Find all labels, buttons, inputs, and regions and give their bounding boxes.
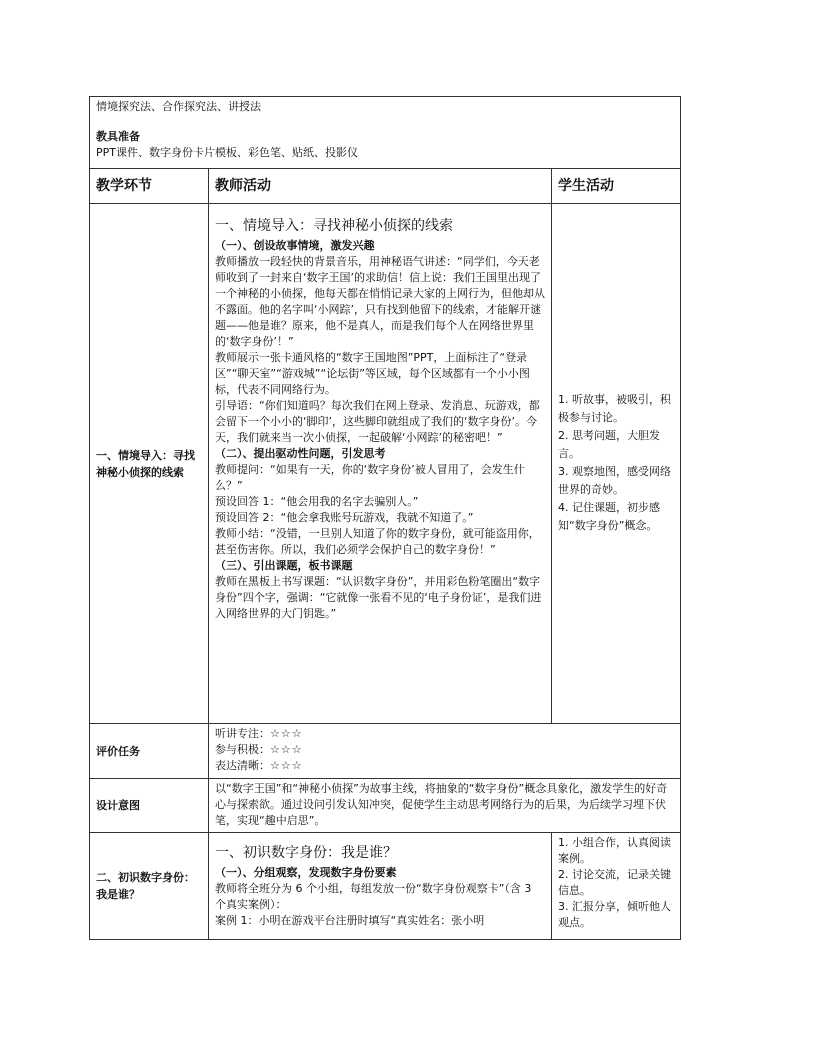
- section2-student: [552, 833, 681, 940]
- section1-teacher: [209, 204, 552, 724]
- section2-sub1: （一）、分组观察，发现数字身份要素: [215, 866, 397, 879]
- table-header-row: [90, 169, 681, 204]
- evaluation-item: [215, 742, 674, 758]
- section1-student-item: 4. 记住课题，初步感知“数字身份”概念。: [558, 501, 660, 532]
- header-student: 学生活动: [552, 169, 681, 204]
- section1-row: [90, 204, 681, 724]
- section1-title: 一、情境导入：寻找神秘小侦探的线索: [215, 218, 453, 234]
- design-text: 以“数字王国”和“神秘小侦探”为故事主线，将抽象的“数字身份”概念具象化，激发学生的好奇心与探索欲。通过设问引发认知冲突，促使学生主动思考网络行为的后果，为后续学习埋下伏笔，实现“趣中启思”。: [209, 779, 681, 833]
- section2-p2: 案例 1：小明在游戏平台注册时填写“真实姓名：张小明: [215, 914, 485, 927]
- methods-cell: [90, 97, 681, 169]
- section2-title: 一、初识数字身份：我是谁？: [215, 845, 397, 861]
- header-teacher: 教师活动: [209, 169, 552, 204]
- evaluation-item-name: 听讲专注：: [215, 727, 270, 740]
- section1-p5: 预设回答 1：“他会用我的名字去骗别人。”: [215, 495, 419, 508]
- lesson-plan-page: [89, 96, 680, 940]
- section1-p8: 教师在黑板上书写课题：“认识数字身份”，并用彩色粉笔圈出“数字身份”四个字，强调：“它就像一张看不见的‘电子身份证’，是我们进入网络世界的大门钥匙。”: [215, 575, 542, 620]
- section2-p1: 教师将全班分为 6 个小组，每组发放一份“数字身份观察卡”（含 3 个真实案例）：: [215, 882, 532, 911]
- evaluation-item: [215, 726, 674, 742]
- section1-student-item: 1. 听故事，被吸引，积极参与讨论。: [558, 393, 671, 424]
- methods-line: 情境探究法、合作探究法、讲授法: [96, 100, 261, 113]
- section1-sub3: （三）、引出课题，板书课题: [215, 559, 353, 572]
- section2-student-item: 3. 汇报分享，倾听他人观点。: [558, 900, 671, 929]
- section1-p7: 教师小结：“没错，一旦别人知道了你的数字身份，就可能盗用你，甚至伤害你。所以，我们必须学会保护自己的数字身份！”: [215, 527, 540, 556]
- section1-p6: 预设回答 2：“他会拿我账号玩游戏，我就不知道了。”: [215, 511, 474, 524]
- section1-sub1: （一）、创设故事情境，激发兴趣: [215, 239, 375, 252]
- section1-p4: 教师提问：“如果有一天，你的‘数字身份’被人冒用了，会发生什么？”: [215, 463, 525, 492]
- star-rating-icon: ☆☆☆: [270, 727, 303, 740]
- evaluation-item-name: 表达清晰：: [215, 759, 270, 772]
- tools-heading: 教具准备: [96, 130, 140, 143]
- section1-sub2: （二）、提出驱动性问题，引发思考: [215, 447, 386, 460]
- section1-student: [552, 204, 681, 724]
- evaluation-item-name: 参与积极：: [215, 743, 270, 756]
- section1-stage: 一、情境导入：寻找神秘小侦探的线索: [90, 204, 209, 724]
- evaluation-row: [90, 724, 681, 779]
- evaluation-label: 评价任务: [90, 724, 209, 779]
- lesson-plan-table: [89, 96, 681, 940]
- tools-line: PPT课件、数字身份卡片模板、彩色笔、贴纸、投影仪: [96, 146, 358, 159]
- section2-teacher: [209, 833, 552, 940]
- evaluation-item: [215, 758, 674, 774]
- design-label: 设计意图: [90, 779, 209, 833]
- section2-row: [90, 833, 681, 940]
- section1-p1: 教师播放一段轻快的背景音乐，用神秘语气讲述：“同学们，今天老师收到了一封来自‘数字王国’的求助信！信上说：我们王国里出现了一个神秘的小侦探，他每天都在悄悄记录大家的上网行为，但他却从不露面。他的名字叫‘小网踪’，只有找到他留下的线索，才能解开谜题——他是谁？原来，他不是真人，而是我们每个人在网络世界里的‘数字身份’！”: [215, 255, 545, 348]
- star-rating-icon: ☆☆☆: [270, 759, 303, 772]
- star-rating-icon: ☆☆☆: [270, 743, 303, 756]
- section2-student-item: 1. 小组合作，认真阅读案例。: [558, 836, 671, 865]
- header-stage: 教学环节: [90, 169, 209, 204]
- section2-student-item: 2. 讨论交流，记录关键信息。: [558, 868, 671, 897]
- section1-student-item: 2. 思考问题，大胆发言。: [558, 429, 660, 460]
- section1-p3: 引导语：“你们知道吗？每次我们在网上登录、发消息、玩游戏，都会留下一个小小的‘脚印’，这些脚印就组成了我们的‘数字身份’。今天，我们就来当一次小侦探，一起破解‘小网踪’的秘密吧！”: [215, 399, 540, 444]
- section2-stage: 二、初识数字身份：我是谁？: [90, 833, 209, 940]
- methods-row: [90, 97, 681, 169]
- design-row: [90, 779, 681, 833]
- section1-student-item: 3. 观察地图，感受网络世界的奇妙。: [558, 465, 671, 496]
- evaluation-cell: [209, 724, 681, 779]
- section1-p2: 教师展示一张卡通风格的“数字王国地图”PPT，上面标注了“登录区”“聊天室”“游戏城”“论坛街”等区域，每个区域都有一个小小图标，代表不同网络行为。: [215, 351, 530, 396]
